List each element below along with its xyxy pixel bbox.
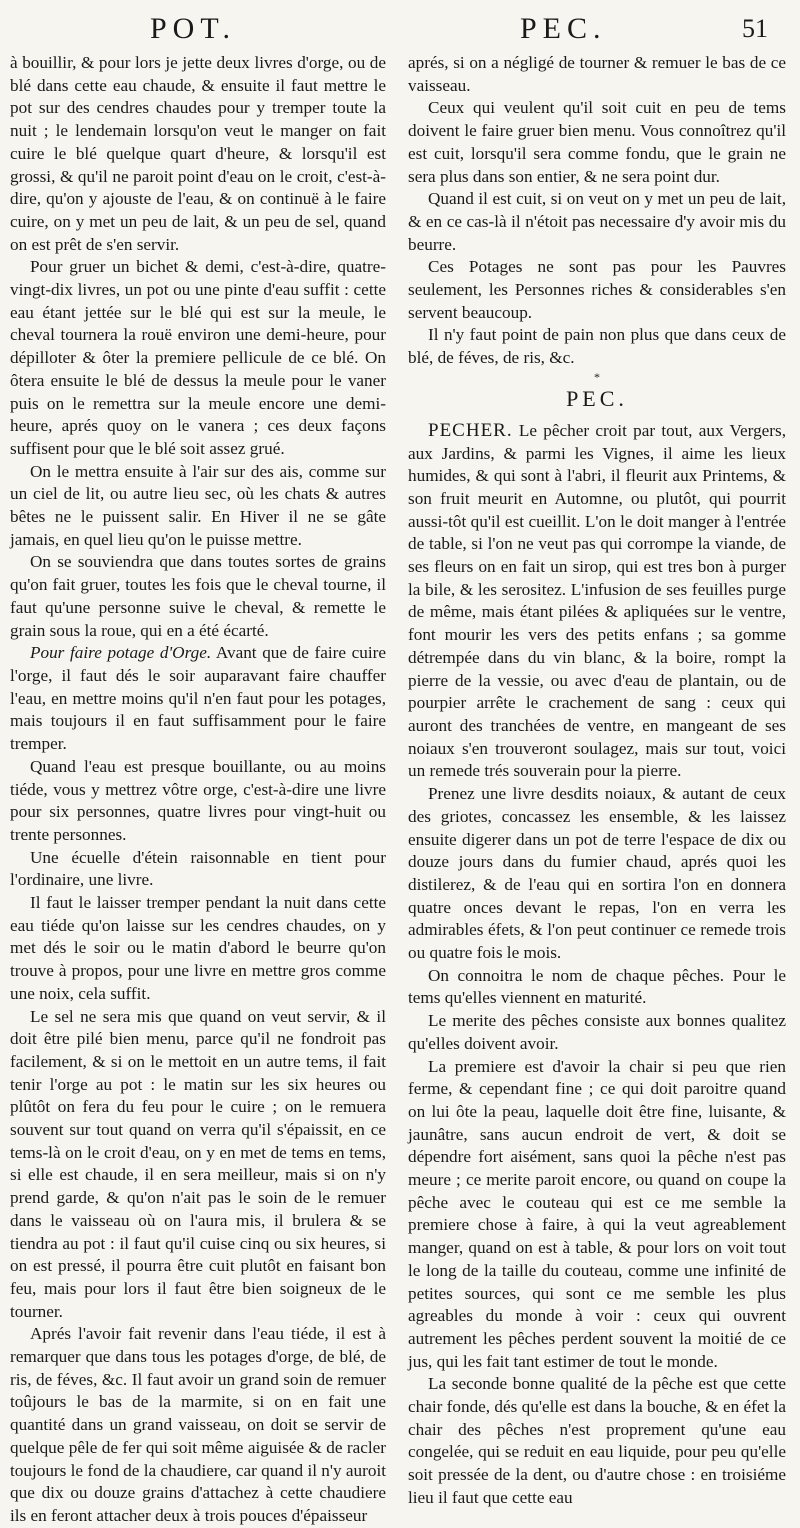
recipe-title: Pour faire potage d'Orge. [30, 643, 212, 663]
paragraph: On se souviendra que dans toutes sortes de grains qu'on fait gruer, toutes les fois que le cheval tourne, il faut qu'une personne suive le cheval, & remette le grain sous la roue, qui en a été écarté. [10, 552, 386, 640]
right-column [408, 52, 786, 1510]
left-column [10, 52, 386, 1528]
paragraph: La seconde bonne qualité de la pêche est que cette chair fonde, dés qu'elle est dans la bouche, & en éfet la chair des pêches n'est proprement qu'une eau congelée, qui se reduit en eau liquide, pour peu qu'elle soit pressée de la dent, ou d'autre chose : en troisiéme lieu il faut que cette eau [408, 1374, 786, 1507]
paragraph: Ces Potages ne sont pas pour les Pauvres seulement, les Personnes riches & considerables s'en servent beaucoup. [408, 257, 786, 322]
paragraph: Le sel ne sera mis que quand on veut servir, & il doit être pilé bien menu, parce qu'il ne fondroit pas facilement, & si on le mettoit en un autre tems, il fait tenir l'orge au pot : le matin sur les six heures ou plûtôt on fera du feu pour le cuire ; on le remuera souvent sur tout quand on verra qu'il s'épaissit, en ce tems-là on le croit d'eau, on y en met de tems en tems, si elle est chaude, il en sera meilleur, mais si on n'y prend garde, & qu'on n'ait pas le soin de le remuer dans le vaisseau où on l'aura mis, il brulera & se tiendra au pot : il faut qu'il cuise cinq ou six heures, si on est pressé, il pourra être cuit plutôt en faisant bon feu, mais pour lors il faut être bien soigneux de le tourner. [10, 1006, 386, 1321]
paragraph: Il n'y faut point de pain non plus que dans ceux de blé, de féves, de ris, &c. [408, 325, 786, 368]
running-head [0, 12, 800, 52]
paragraph: aprés, si on a négligé de tourner & remuer le bas de ce vaisseau. [408, 53, 786, 95]
paragraph: Ceux qui veulent qu'il soit cuit en peu de tems doivent le faire gruer bien menu. Vous connoîtrez qu'il est cuit, lorsqu'il sera comme fondu, que le grain ne sera plus dans son entier, & ne sera point dur. [408, 98, 786, 186]
section-ornament: * [594, 369, 600, 384]
paragraph: Il faut le laisser tremper pendant la nuit dans cette eau tiéde qu'on laisse sur les cendres chaudes, on y met dés le soir ou le matin d'abord le beurre qu'on trouve à propos, pour une livre en mettre gros comme une noix, cela suffit. [10, 893, 386, 1003]
paragraph: Quand l'eau est presque bouillante, ou au moins tiéde, vous y mettrez vôtre orge, c'est-à-dire une livre pour six personnes, quatre livres pour vingt-huit ou trente personnes. [10, 756, 386, 844]
page-number: 51 [742, 14, 768, 43]
paragraph: Aprés l'avoir fait revenir dans l'eau tiéde, il est à remarquer que dans tous les potages d'orge, de blé, de ris, de féves, &c. Il faut avoir un grand soin de remuer toûjours le bas de la marmite, si on en fait une quantité dans un grand vaisseau, on doit se servir de quelque pêle de fer qui soit même aiguisée & de racler toujours le fond de la chaudiere, car quand il n'y auroit que dix ou douze grains d'attachez à cette chaudiere ils en feront attacher deux à trois pouces d'épaisseur [10, 1324, 386, 1525]
paragraph: On connoitra le nom de chaque pêches. Pour le tems qu'elles viennent en maturité. [408, 965, 786, 1008]
paragraph-text: Le pêcher croit par tout, aux Vergers, aux Jardins, & parmi les Vignes, il aime les lieux humides, & qui sont à l'abri, il fleurit aux Printems, & son fruit meurit en Automne, ou plutôt, qui pourrit aussi-tôt qu'il est cueillit. L'on le doit manger à l'entrée de table, si l'on ne veut pas qui corrompe la viande, de ses fleurs on en fait un sirop, qui est tres bon à purger la bile, & les serositez. L'infusion de ses feuilles purge de même, mais étant pilées & apliquées sur le ventre, font mourir les vers des petits enfans ; sa gomme détrempée dans du vin blanc, & la boire, rompt la pierre de la vessie, ou avec d'eau de plantain, ou de pourpier arrête le crachement de sang : ceux qui auront des tranchées de ventre, en mangeant de ses noiaux s'en trouveront soulagez, mais sur tout, voici un remede trés souverain pour la pierre. [408, 420, 786, 781]
paragraph: Prenez une livre desdits noiaux, & autant de ceux des griotes, concassez les ensemble, & les laissez ensuite digerer dans un pot de terre l'espace de dix ou douze jours dans du fumier chaud, aprés quoi les distilerez, & de l'eau qui en sortira l'on en donnera quatre onces devant le repas, l'on en verra les admirables éfets, & l'on peut continuer ce remede trois ou quatre fois le mois. [408, 784, 786, 963]
paragraph: Une écuelle d'étein raisonnable en tient pour l'ordinaire, une livre. [10, 847, 386, 890]
paragraph: On le mettra ensuite à l'air sur des ais, comme sur un ciel de lit, ou autre lieu sec, où les chats & autres bêtes ne le puissent salir. En Hiver il ne se gâte jamais, en quel lieu qu'on le puisse mettre. [10, 461, 386, 549]
right-running-title: PEC. [520, 12, 607, 45]
paragraph: à bouillir, & pour lors je jette deux livres d'orge, ou de blé dans cette eau chaude, & ensuite il faut mettre le pot sur des cendres chaudes pour y tremper toute la nuit ; le lendemain lorsqu'on veut le manger on fait cuire le blé quelque quart d'heure, & lorsqu'il est grossi, & qu'il ne paroit point d'eau on le croit, c'est-à-dire, qu'on y ajouste de l'eau, & on continuë à le faire cuire, on y met un peu de lait, & un peu de sel, quand on est prêt de s'en servir. [10, 53, 386, 254]
paragraph: Quand il est cuit, si on veut on y met un peu de lait, & en ce cas-là il n'étoit pas necessaire d'y avoir mis du beurre. [408, 189, 786, 254]
paragraph: Pour gruer un bichet & demi, c'est-à-dire, quatre-vingt-dix livres, un pot ou une pinte d'eau suffit : cette eau étant jettée sur le blé qui est sur la meule, le cheval tournera la rouë environ une demi-heure, pour dépilloter & ôter la premiere pellicule de ce blé. On ôtera ensuite le blé de dessus la meule pour le vaner puis on le remettra sur la meule encore une demi-heure, aprés quoy on le vanera ; ces deux façons suffisent pour que le blé soit assez grué. [10, 257, 386, 458]
left-running-title: POT. [150, 12, 236, 45]
paragraph-text: Avant que de faire cuire l'orge, il faut dés le soir auparavant faire chauffer l'eau, en mettre moins qu'il n'en faut pour les potages, mais toujours il en faut suffisamment pour le faire tremper. [10, 643, 386, 754]
paragraph [10, 642, 386, 756]
paragraph [408, 420, 786, 783]
section-heading: PEC. [566, 385, 628, 411]
paragraph: Le merite des pêches consiste aux bonnes qualitez qu'elles doivent avoir. [408, 1011, 786, 1053]
paragraph: La premiere est d'avoir la chair si peu que rien ferme, & cependant fine ; ce qui doit paroitre quand on lui ôte la peau, laquelle doit être fine, luisante, & jaunâtre, sans aucun endroit de vert, & doit se dépendre fort aisément, sans quoi la pêche n'est pas meure ; ce merite paroit encore, ou quand on coupe la pêche avec le couteau qui est ce me semble la premiere chose à faire, à qui la veut agreablement manger, quand on est à table, & pour lors on voit tout le long de la taille du couteau, comme une infinité de petites sources, qui sont ce me semble les plus agreables du monde à voir : ceux qui ouvrent autrement les pêches perdent souvent la moitié de ce jus, qui les fait tant estimer de tout le monde. [408, 1056, 786, 1371]
entry-headword: PECHER. [428, 419, 513, 441]
